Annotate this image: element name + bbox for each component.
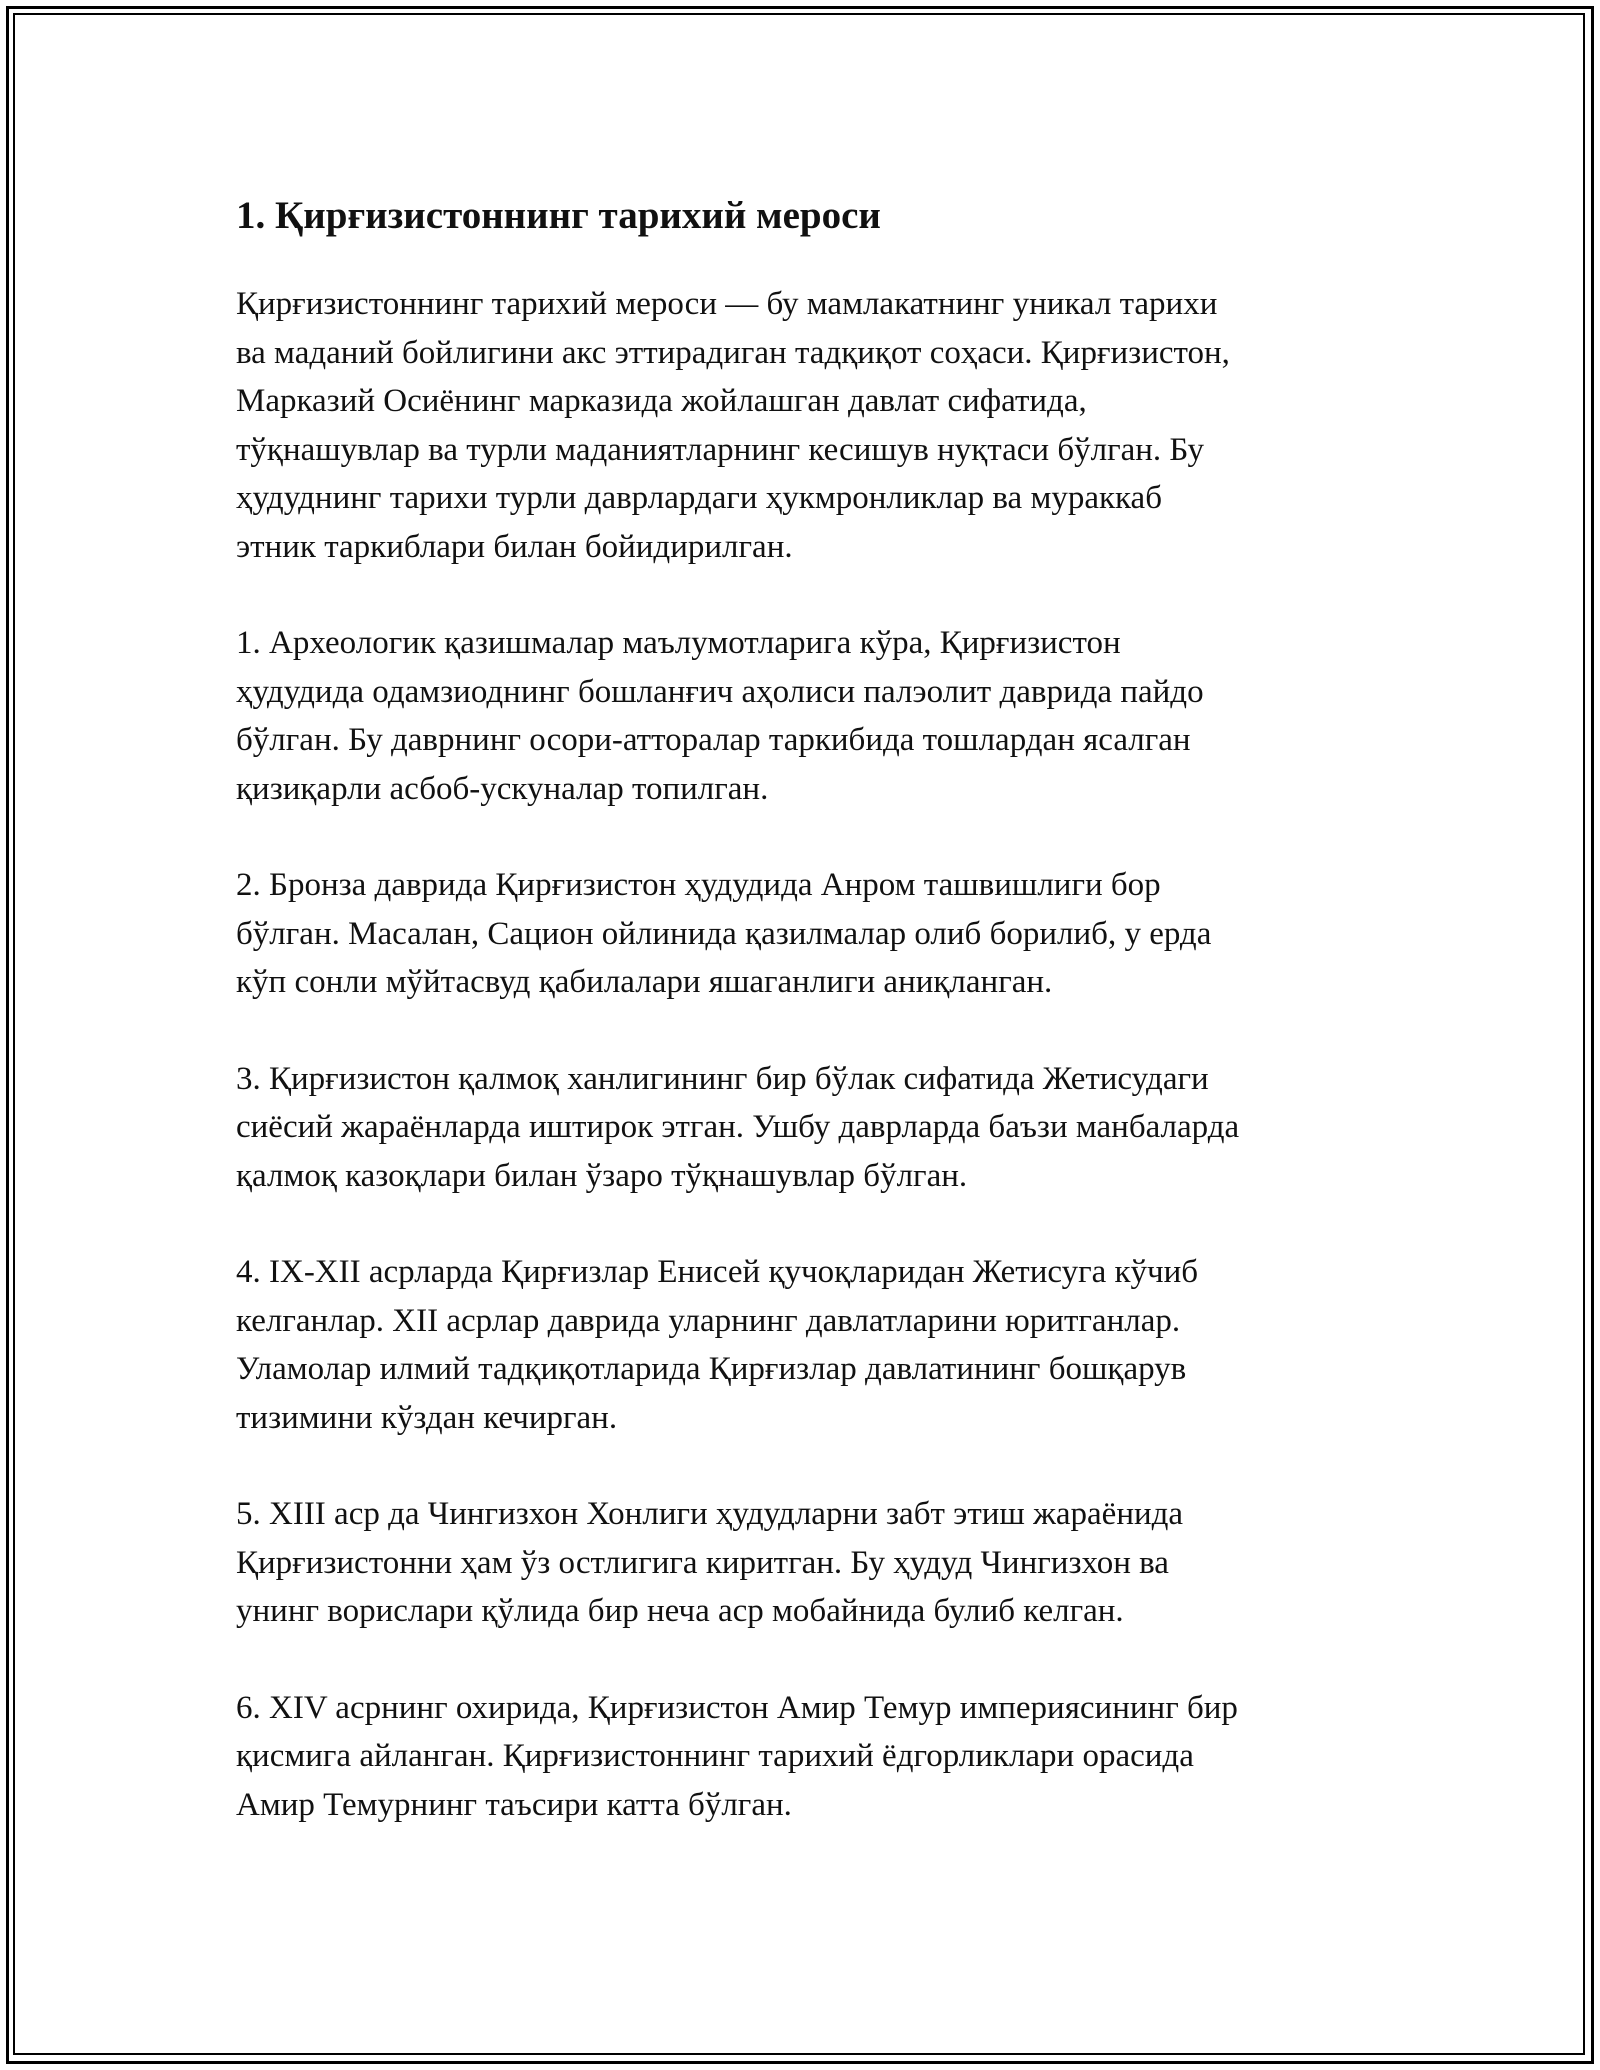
intro-paragraph: Қирғизистоннинг тарихий мероси — бу мамлакатнинг уникал тарихи ва маданий бойлигини акс эттирадиган тадқиқот соҳаси. Қирғизистон, Марказий Осиёнинг марказида жойлашган давлат сифатида, тўқнашувлар ва турли маданиятларнинг кесишув нуқтаси бўлган. Бу ҳудуднинг тарихи турли даврлардаги ҳукмронликлар ва мураккаб этник таркиблари билан бойидирилган.	[236, 286, 1230, 565]
document-title: 1. Қирғизистоннинг тарихий мероси	[236, 194, 881, 237]
list-item-5: 5. XIII аср да Чингизхон Хонлиги ҳудудларни забт этиш жараёнида Қирғизистонни ҳам ўз остлигига киритган. Бу ҳудуд Чингизхон ва унинг ворислари қўлида бир неча аср мобайнида булиб келган.	[236, 1496, 1184, 1629]
list-item-4: 4. IX-XII асрларда Қирғизлар Енисей қучоқларидан Жетисуга кўчиб келганлар. XII асрлар даврида уларнинг давлатларини юритганлар. Уламолар илмий тадқиқотларида Қирғизлар давлатининг бошқарув тизимини кўздан кечирган.	[236, 1254, 1199, 1436]
list-item-1: 1. Археологик қазишмалар маълумотларига кўра, Қирғизистон ҳудудида одамзиоднинг бошланғич аҳолиси палэолит даврида пайдо бўлган. Бу даврнинг осори-атторалар таркибида тошлардан ясалган қизиқарли асбоб-ускуналар топилган.	[236, 625, 1204, 807]
list-item-6: 6. XIV асрнинг охирида, Қирғизистон Амир Темур империясининг бир қисмига айланган. Қирғизистоннинг тарихий ёдгорликлари орасида Амир Темурнинг таъсири катта бўлган.	[236, 1689, 1238, 1823]
list-item-3: 3. Қирғизистон қалмоқ ханлигининг бир бўлак сифатида Жетисудаги сиёсий жараёнларда иштирок этган. Ушбу даврларда баъзи манбаларда қалмоқ казоқлари билан ўзаро тўқнашувлар бўлган.	[236, 1060, 1240, 1194]
document-body	[236, 188, 1376, 1877]
list-item-2: 2. Бронза даврида Қирғизистон ҳудудида Анром ташвишлиги бор бўлган. Масалан, Сацион ойлинида қазилмалар олиб борилиб, у ерда кўп сонли мўйтасвуд қабилалари яшаганлиги аниқланган.	[236, 867, 1212, 1000]
